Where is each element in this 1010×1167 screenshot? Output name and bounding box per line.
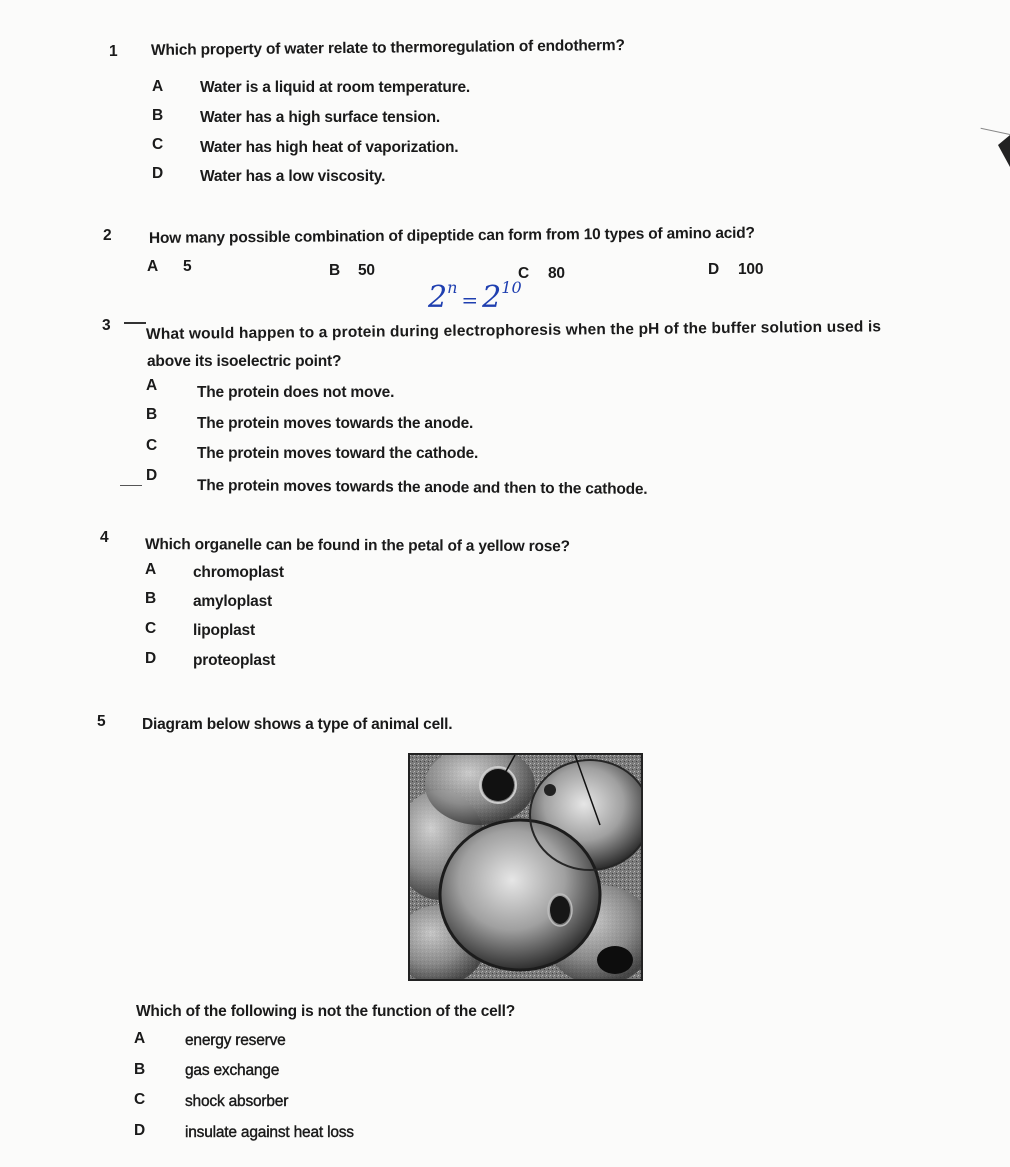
q5-number: 5 [97, 713, 106, 730]
q5-text: Diagram below shows a type of animal cell. [142, 716, 453, 733]
q4-option-text: proteoplast [193, 652, 276, 669]
q4-option-text: chromoplast [193, 564, 284, 581]
q3-text-line1: What would happen to a protein during electrophoresis when the pH of the buffer solution used is [145, 318, 882, 343]
q1-option-text: Water has a high surface tension. [200, 109, 441, 126]
q2-option-letter: C [518, 265, 529, 282]
q3-option-text: The protein moves towards the anode and then to the cathode. [196, 477, 648, 498]
q1-option-letter: D [152, 165, 163, 182]
q1-number: 1 [109, 43, 118, 60]
q3-option-text: The protein does not move. [197, 384, 395, 401]
q2-option-letter: D [708, 261, 719, 278]
q5-option-text: gas exchange [185, 1062, 280, 1079]
q2-option-text: 100 [738, 261, 764, 278]
q5-option-text: shock absorber [185, 1093, 289, 1110]
q5-option-letter: D [134, 1122, 145, 1139]
q4-option-letter: B [145, 590, 156, 607]
q4-number: 4 [100, 529, 109, 546]
page-edge-line [981, 128, 1010, 135]
q5-option-letter: B [134, 1061, 145, 1078]
q1-option-letter: B [152, 107, 163, 124]
q5-option-letter: A [134, 1030, 145, 1047]
q5-option-text: energy reserve [185, 1032, 286, 1049]
q3-option-letter: D [146, 467, 157, 484]
q3-option-letter: A [146, 377, 157, 394]
q1-option-letter: A [152, 78, 163, 95]
q1-option-text: Water has high heat of vaporization. [200, 139, 459, 156]
q2-option-letter: A [147, 258, 158, 275]
q5-followup: Which of the following is not the function of the cell? [136, 1003, 516, 1020]
q2-text: How many possible combination of dipeptide can form from 10 types of amino acid? [148, 224, 755, 247]
q2-option-letter: B [329, 262, 340, 279]
q3-option-text: The protein moves toward the cathode. [197, 445, 479, 462]
q2-option-text: 80 [548, 265, 565, 282]
q4-option-letter: C [145, 620, 156, 637]
q3-number: 3 [102, 317, 111, 334]
pen-stroke [120, 485, 142, 486]
q4-text: Which organelle can be found in the petal of a yellow rose? [144, 536, 570, 556]
cell-image [410, 755, 641, 979]
q4-option-text: amyloplast [193, 593, 272, 610]
q3-text-line2: above its isoelectric point? [147, 353, 342, 370]
q2-number: 2 [103, 227, 112, 244]
cell-micrograph [408, 753, 643, 981]
q5-option-letter: C [134, 1091, 145, 1108]
q3-option-letter: B [146, 406, 157, 423]
q2-option-text: 5 [183, 258, 192, 275]
q4-option-letter: A [145, 561, 156, 578]
q1-option-text: Water has a low viscosity. [200, 168, 386, 185]
page-edge-mark [998, 135, 1010, 167]
q4-option-letter: D [145, 650, 156, 667]
q2-option-text: 50 [358, 262, 375, 279]
q3-option-letter: C [146, 437, 157, 454]
q3-option-text: The protein moves towards the anode. [197, 415, 474, 432]
q4-option-text: lipoplast [193, 622, 255, 639]
pen-stroke [124, 322, 146, 324]
q5-option-text: insulate against heat loss [185, 1124, 354, 1141]
q1-text: Which property of water relate to thermoregulation of endotherm? [150, 37, 625, 59]
q1-option-text: Water is a liquid at room temperature. [200, 79, 471, 96]
q1-option-letter: C [152, 136, 163, 153]
handwritten-note: $2^n= 2^{10}$ [428, 278, 522, 315]
